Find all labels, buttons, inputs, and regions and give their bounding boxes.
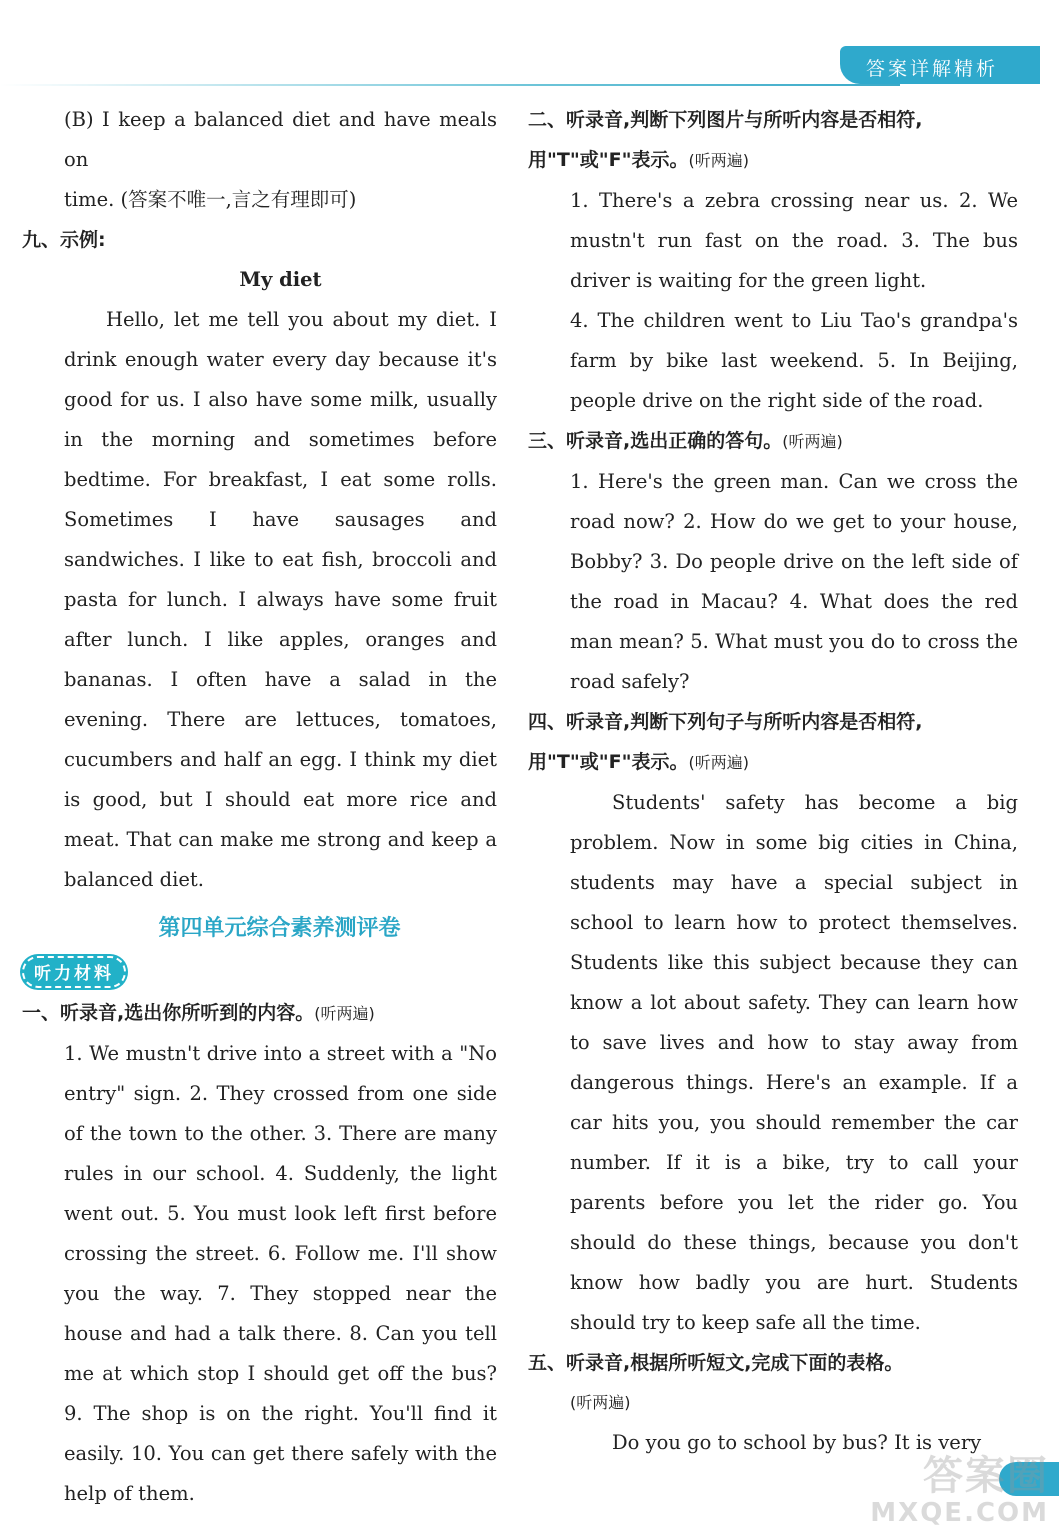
section-1-heading	[22, 993, 497, 1034]
section-9-heading	[22, 220, 497, 260]
section-5-note: (听两遍)	[570, 1393, 631, 1412]
section-3-note: (听两遍)	[782, 432, 843, 451]
answer-b-line: (B) I keep a balanced diet and have meals on	[64, 108, 497, 171]
section-5-heading	[528, 1343, 1018, 1383]
left-column	[22, 100, 497, 1514]
right-column	[528, 100, 1018, 1463]
section-3-label: 三、听录音,选出正确的答句。	[528, 430, 783, 452]
watermark-logo-text: 答案圈	[923, 1453, 1049, 1499]
answer-b-note: time. (答案不唯一,言之有理即可)	[64, 188, 357, 211]
header-rule	[0, 84, 900, 86]
section-4-heading	[528, 702, 1018, 783]
listening-material-badge: 听力材料	[22, 956, 126, 988]
section-2-body-a: 1. There's a zebra crossing near us. 2. We mustn't run fast on the road. 3. The bus driver is waiting for the green light.	[570, 189, 1018, 292]
section-3-heading	[528, 421, 1018, 462]
section-4-note: (听两遍)	[688, 753, 750, 772]
section-5-body: Do you go to school by bus? It is very	[612, 1431, 982, 1454]
section-4-body: Students' safety has become a big problem. Now in some big cities in China, students may have a special subject in school to learn how to protect themselves. Students like this subject because they can know a lot about safety. They can learn how to save lives and how to stay away from dangerous things. Here's an example. If a car hits you, you should remember the car number. If it is a bike, try to call your parents before you let the rider go. You should do these things, because you don't know how badly you are hurt. Students should try to keep safe all the time.	[570, 791, 1018, 1334]
section-1-label: 一、听录音,选出你所听到的内容。	[22, 1002, 315, 1024]
essay-body: Hello, let me tell you about my diet. I drink enough water every day because it's good for us. I also have some milk, usually in the morning and sometimes before bedtime. For breakfast, I eat some rolls. Sometimes I have sausages and sandwiches. I like to eat fish, broccoli and pasta for lunch. I always have some fruit after lunch. I like apples, oranges and bananas. I often have a salad in the evening. There are lettuces, tomatoes, cucumbers and half an egg. I think my diet is good, but I should eat more rice and meat. That can make me strong and keep a balanced diet.	[64, 308, 497, 891]
section-2-body-b: 4. The children went to Liu Tao's grandpa's farm by bike last weekend. 5. In Beijing, people drive on the right side of the road.	[570, 309, 1018, 412]
section-2-heading	[528, 100, 1018, 181]
unit-4-title: 第四单元综合素养测评卷	[158, 915, 401, 941]
essay-title: My diet	[239, 268, 322, 291]
section-1-note: (听两遍)	[314, 1004, 375, 1023]
section-4-label: 四、听录音,判断下列句子与所听内容是否相符,用"T"或"F"表示。	[528, 711, 923, 773]
section-3-body: 1. Here's the green man. Can we cross the road now? 2. How do we get to your house, Bobby? 3. Do people drive on the left side of the road in Macau? 4. What does the red man mean? 5. What must you do to cross the road safely?	[570, 470, 1018, 693]
section-9-label: 九、示例:	[22, 229, 106, 251]
section-2-note: (听两遍)	[688, 151, 750, 170]
watermark-url: MXQE.COM	[870, 1498, 1049, 1528]
listening-badge-row	[22, 950, 497, 993]
site-watermark	[870, 1454, 1049, 1528]
section-1-body: 1. We mustn't drive into a street with a "No entry" sign. 2. They crossed from one side of the town to the other. 3. There are many rules in our school. 4. Suddenly, the light went out. 5. You must look left first before crossing the street. 6. Follow me. I'll show you the way. 7. They stopped near the house and had a talk there. 8. Can you tell me at which stop I should get off the bus? 9. The shop is on the right. You'll find it easily. 10. You can get there safely with the help of them.	[64, 1042, 497, 1505]
section-2-label: 二、听录音,判断下列图片与所听内容是否相符,用"T"或"F"表示。	[528, 109, 923, 171]
section-5-label: 五、听录音,根据所听短文,完成下面的表格。	[528, 1352, 904, 1374]
header-tag: 答案详解精析	[840, 46, 1040, 84]
